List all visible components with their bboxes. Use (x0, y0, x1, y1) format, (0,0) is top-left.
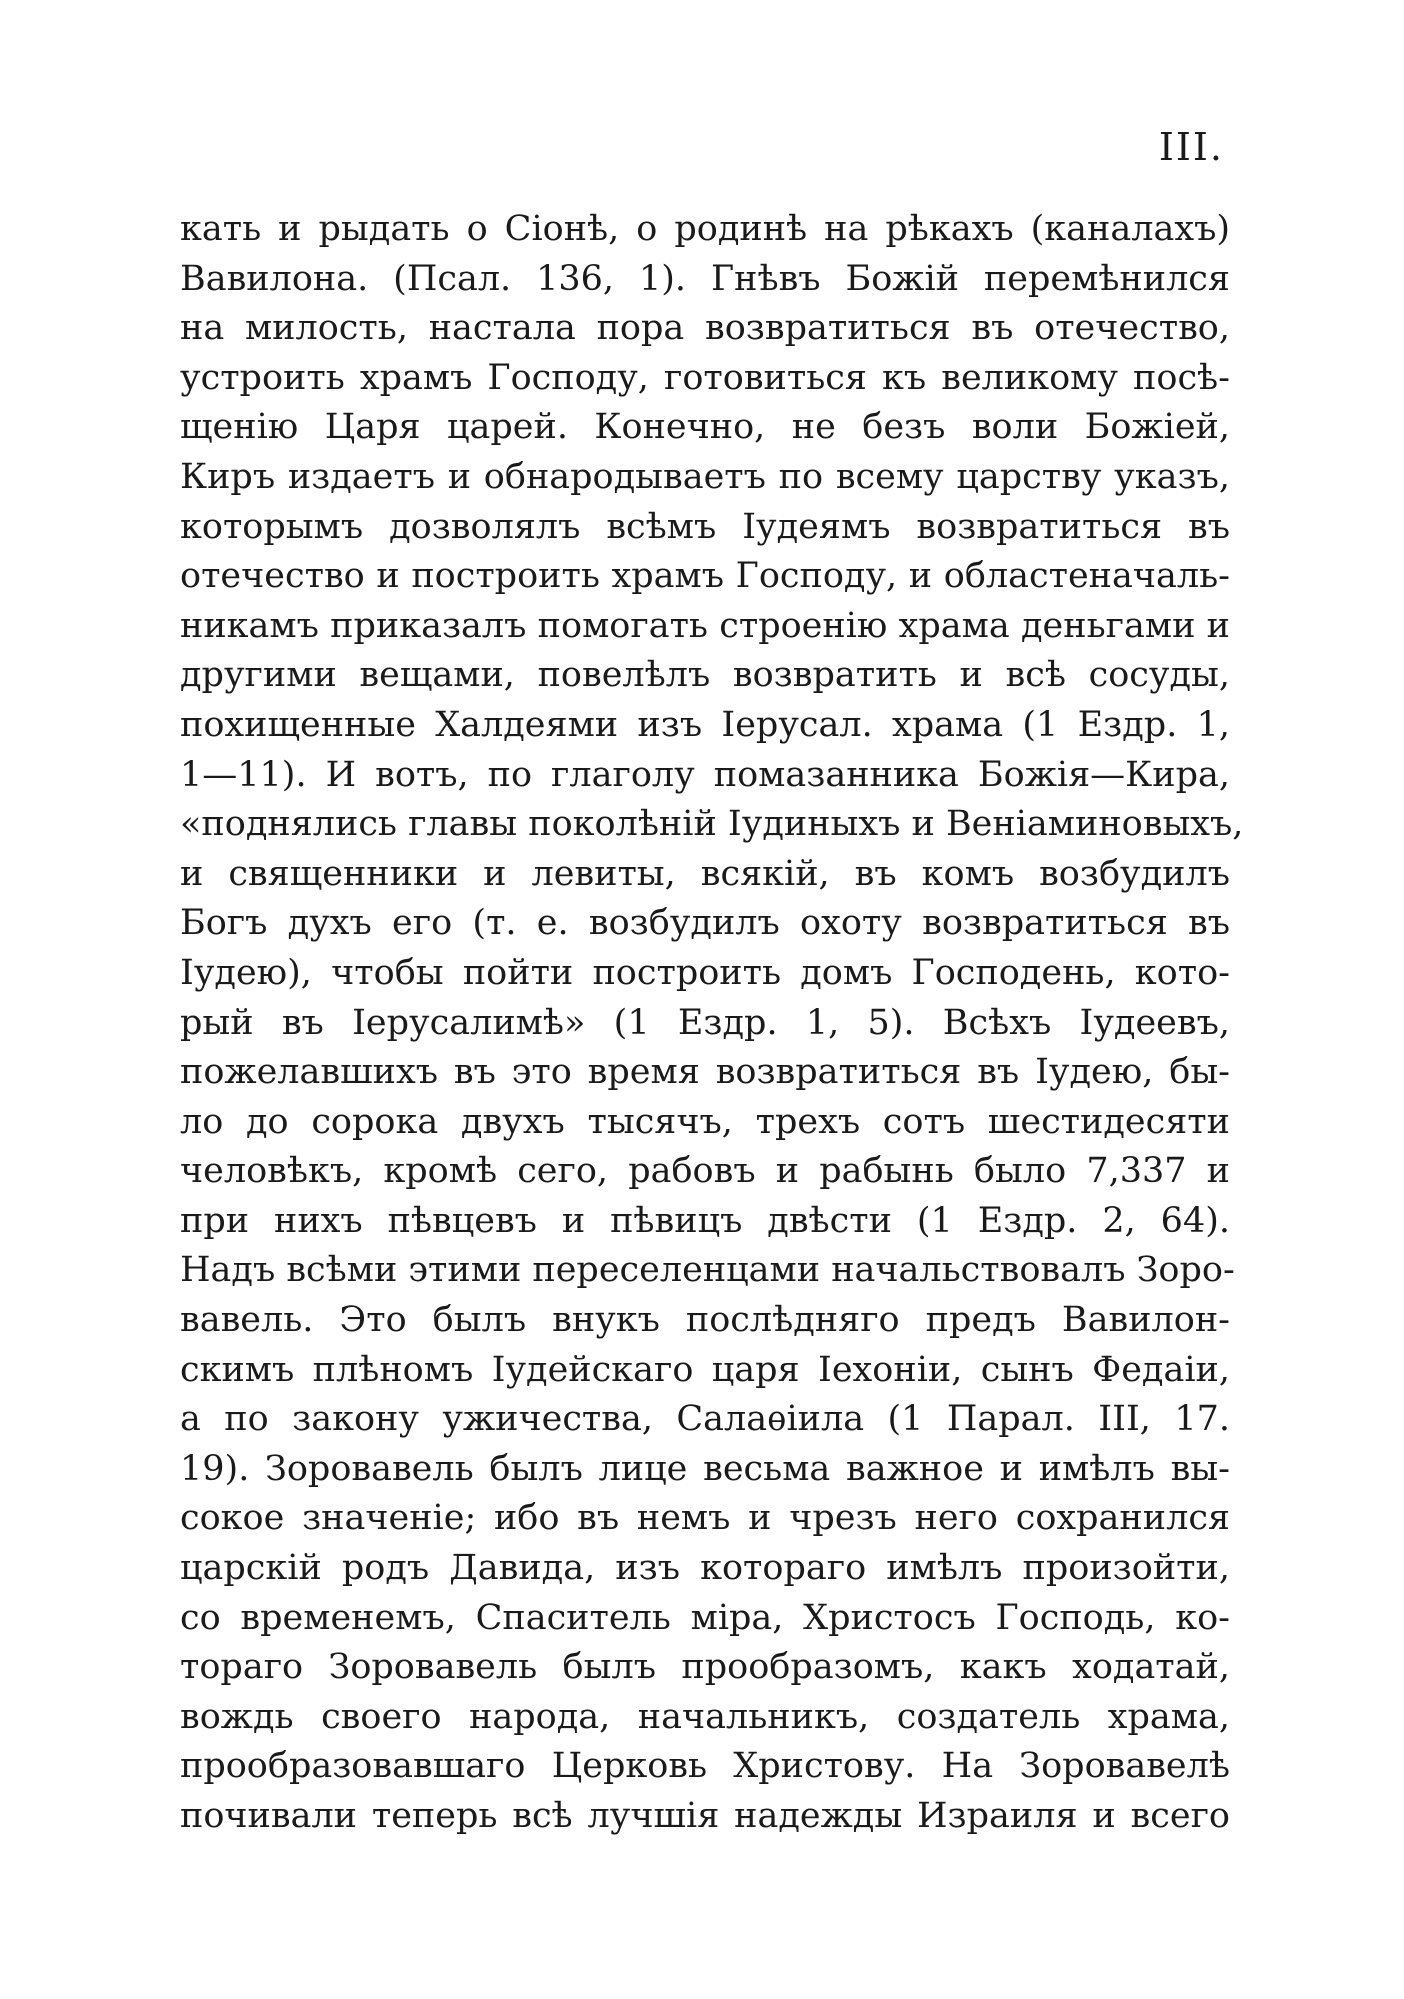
text-line: Вавилона. (Псал. 136, 1). Гнѣвъ Божій перемѣнился (180, 258, 1230, 299)
text-line: кать и рыдать о Сіонѣ, о родинѣ на рѣкахъ (каналахъ) (180, 209, 1230, 249)
text-line: другими вещами, повелѣлъ возвратить и всѣ сосуды, (180, 655, 1230, 696)
text-line: щенію Царя царей. Конечно, не безъ воли Божіей, (180, 407, 1230, 448)
text-line: вождь своего народа, начальникъ, создатель храма, (180, 1696, 1230, 1737)
text-line: и священники и левиты, всякій, въ комъ возбудилъ (180, 853, 1230, 894)
text-line: Богъ духъ его (т. е. возбудилъ охоту возвратиться въ (180, 903, 1230, 944)
text-line: почивали теперь всѣ лучшія надежды Израиля и всего (180, 1796, 1230, 1836)
text-line: 1—11). И вотъ, по глаголу помазанника Божія—Кира, (180, 754, 1230, 795)
text-line: которымъ дозволялъ всѣмъ Іудеямъ возвратиться въ (180, 506, 1230, 547)
text-line: никамъ приказалъ помогать строенію храма деньгами и (180, 605, 1230, 646)
page-number: III. (1158, 125, 1224, 169)
text-line: скимъ плѣномъ Іудейскаго царя Іехоніи, сынъ Федаіи, (180, 1349, 1230, 1390)
text-line: Іудею), чтобы пойти построить домъ Господень, кото- (180, 952, 1230, 993)
text-line: царскій родъ Давида, изъ котораго имѣлъ произойти, (180, 1548, 1230, 1589)
text-line: рый въ Іерусалимѣ» (1 Ездр. 1, 5). Всѣхъ Іудеевъ, (180, 1002, 1230, 1043)
text-line: 19). Зоровавель былъ лице весьма важное и имѣлъ вы- (180, 1448, 1230, 1489)
text-line: Киръ издаетъ и обнародываетъ по всему царству указъ, (180, 456, 1230, 497)
body-text (180, 205, 1244, 1842)
text-line: человѣкъ, кромѣ сего, рабовъ и рабынь было 7,337 и (180, 1151, 1230, 1192)
text-line: «поднялись главы поколѣній Іудиныхъ и Веніаминовыхъ, (180, 804, 1244, 845)
text-line: а по закону ужичества, Салаѳіила (1 Парал. III, 17. (180, 1399, 1230, 1440)
text-line: отечество и построить храмъ Господу, и областеначаль- (180, 556, 1230, 597)
text-line: пожелавшихъ въ это время возвратиться въ Іудею, бы- (180, 1052, 1230, 1093)
text-line: похищенные Халдеями изъ Іерусал. храма (1 Ездр. 1, (180, 704, 1230, 745)
text-line: при нихъ пѣвцевъ и пѣвицъ двѣсти (1 Ездр. 2, 64). (180, 1200, 1230, 1241)
text-line: со временемъ, Спаситель міра, Христосъ Господь, ко- (180, 1597, 1230, 1638)
text-line: Надъ всѣми этими переселенцами начальствовалъ Зоро- (180, 1250, 1235, 1291)
text-line: ло до сорока двухъ тысячъ, трехъ сотъ шестидесяти (180, 1101, 1230, 1142)
text-line: вавель. Это былъ внукъ послѣдняго предъ Вавилон- (180, 1300, 1230, 1341)
text-line: прообразовавшаго Церковь Христову. На Зоровавелѣ (180, 1746, 1230, 1787)
text-line: на милость, настала пора возвратиться въ отечество, (180, 308, 1230, 349)
text-line: сокое значеніе; ибо въ немъ и чрезъ него сохранился (180, 1498, 1230, 1539)
text-line: устроить храмъ Господу, готовиться къ великому посѣ- (180, 357, 1230, 398)
text-line: тораго Зоровавель былъ прообразомъ, какъ ходатай, (180, 1647, 1230, 1688)
